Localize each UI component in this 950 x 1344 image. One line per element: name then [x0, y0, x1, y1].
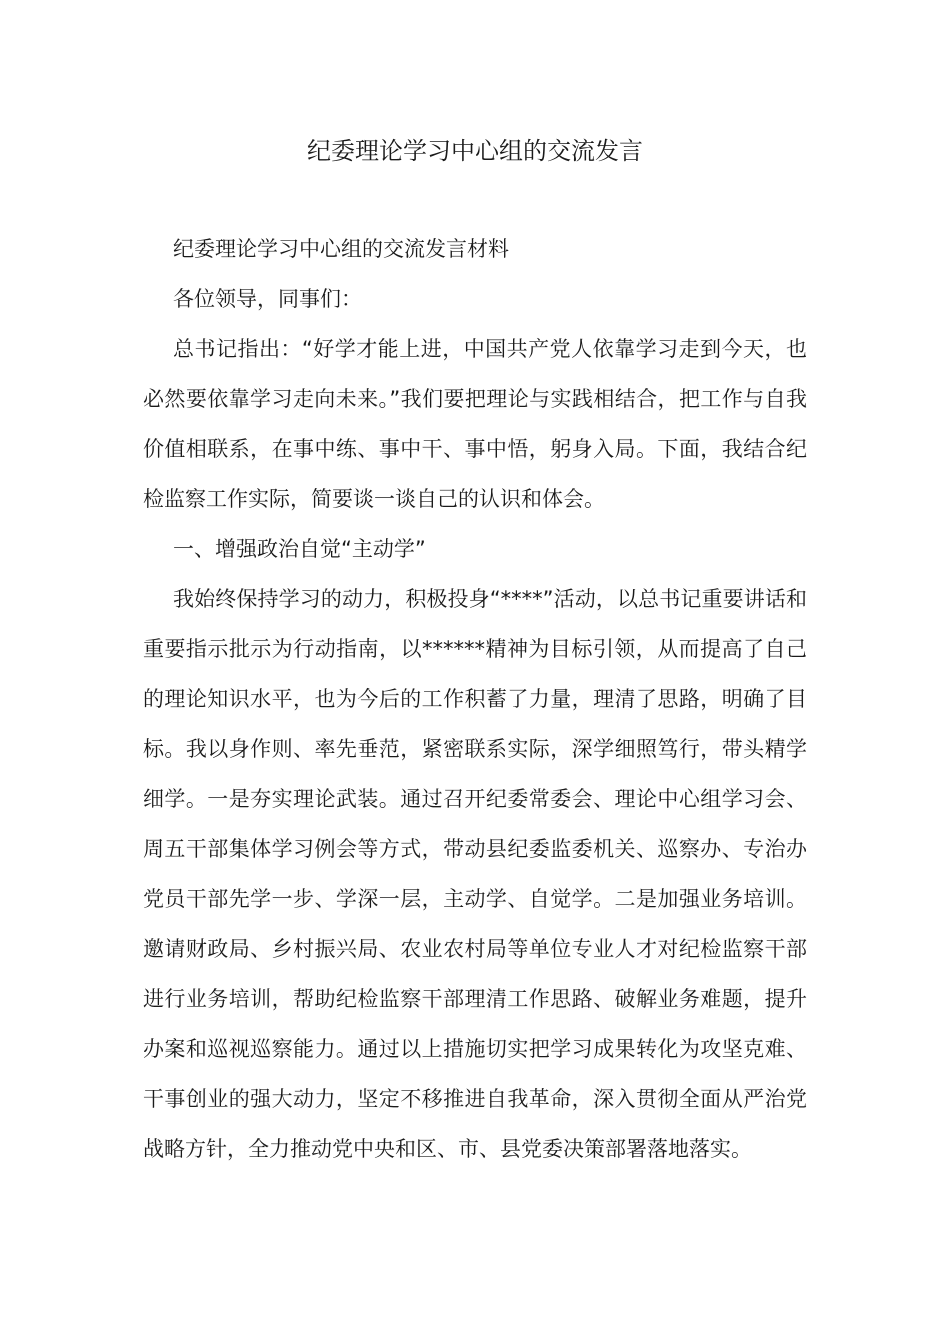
- subtitle-paragraph: 纪委理论学习中心组的交流发言材料: [173, 237, 509, 261]
- intro-paragraph: 总书记指出：“好学才能上进，中国共产党人依靠学习走到今天，也必然要依靠学习走向未来。”我们要把理论与实践相结合，把工作与自我价值相联系，在事中练、事中干、事中悟，躬身入局。下面，我结合纪检监察工作实际，简要谈一谈自己的认识和体会。: [143, 337, 807, 511]
- document-body: [143, 224, 807, 1174]
- section-body-paragraph: 我始终保持学习的动力，积极投身“****”活动，以总书记重要讲话和重要指示批示为行动指南，以******精神为目标引领，从而提高了自己的理论知识水平，也为今后的工作积蓄了力量，理清了思路，明确了目标。我以身作则、率先垂范，紧密联系实际，深学细照笃行，带头精学细学。一是夯实理论武装。通过召开纪委常委会、理论中心组学习会、周五干部集体学习例会等方式，带动县纪委监委机关、巡察办、专治办党员干部先学一步、学深一层，主动学、自觉学。二是加强业务培训。邀请财政局、乡村振兴局、农业农村局等单位专业人才对纪检监察干部进行业务培训，帮助纪检监察干部理清工作思路、破解业务难题，提升办案和巡视巡察能力。通过以上措施切实把学习成果转化为攻坚克难、干事创业的强大动力，坚定不移推进自我革命，深入贯彻全面从严治党战略方针，全力推动党中央和区、市、县党委决策部署落地落实。: [143, 587, 807, 1161]
- document-title: 纪委理论学习中心组的交流发言: [307, 137, 643, 165]
- section-heading: 一、增强政治自觉“主动学”: [173, 537, 426, 561]
- salutation-paragraph: 各位领导，同事们：: [173, 287, 362, 311]
